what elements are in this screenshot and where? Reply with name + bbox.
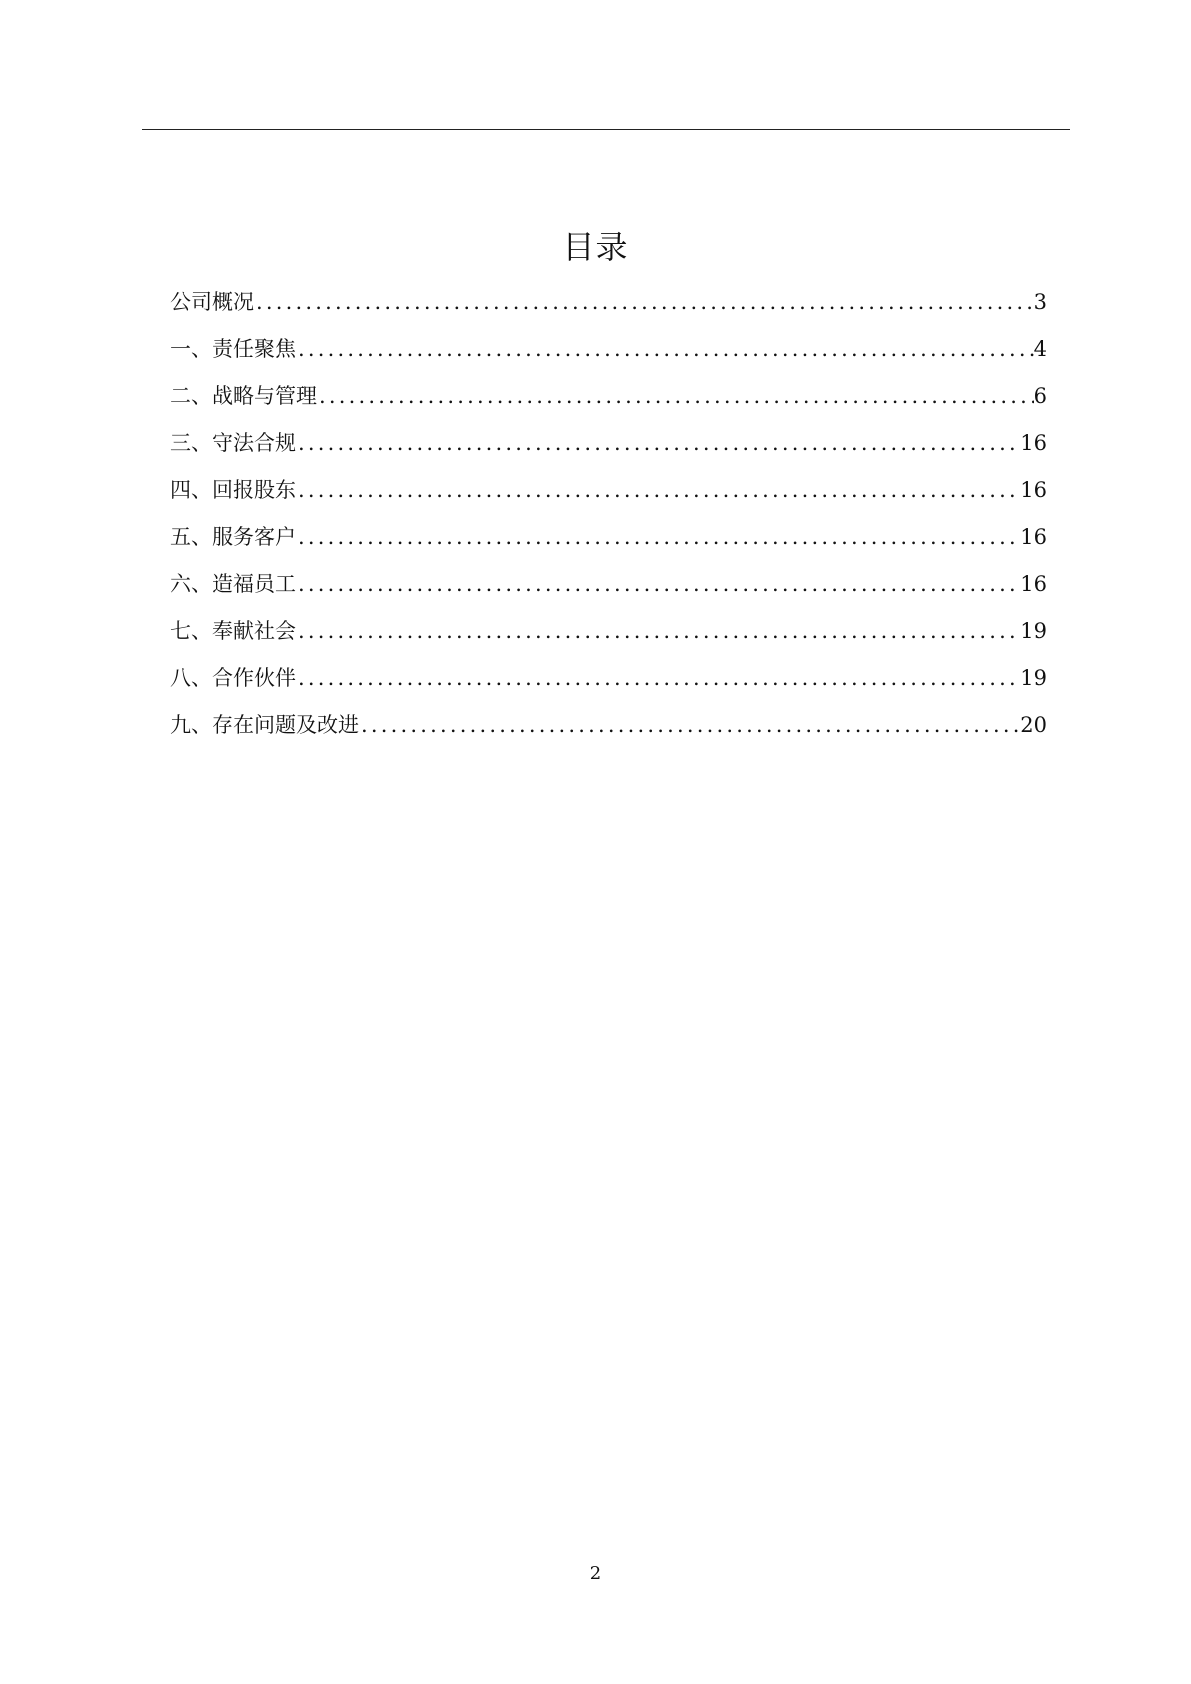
page-title: 目录 <box>562 228 629 266</box>
toc-entry-page: 4 <box>1033 337 1047 361</box>
toc-entry-page: 19 <box>1020 619 1047 643</box>
toc-entry-label: 二、战略与管理 <box>170 384 317 408</box>
toc-dot-leader <box>296 663 1020 693</box>
toc-entry-shareholders[interactable] <box>170 475 1047 522</box>
toc-entry-label: 九、存在问题及改进 <box>170 713 359 737</box>
toc-entry-label: 五、服务客户 <box>170 525 296 549</box>
toc-entry-partners[interactable] <box>170 663 1047 710</box>
toc-entry-page: 16 <box>1020 525 1047 549</box>
toc-entry-page: 20 <box>1020 713 1047 737</box>
toc-entry-compliance[interactable] <box>170 428 1047 475</box>
toc-dot-leader <box>296 475 1020 505</box>
toc-entry-page: 6 <box>1033 384 1047 408</box>
toc-dot-leader <box>296 334 1034 364</box>
toc-dot-leader <box>296 569 1020 599</box>
table-of-contents <box>170 287 1047 757</box>
toc-entry-issues-improvements[interactable] <box>170 710 1047 757</box>
page-number: 2 <box>589 1563 602 1584</box>
toc-entry-label: 一、责任聚焦 <box>170 337 296 361</box>
toc-entry-customers[interactable] <box>170 522 1047 569</box>
toc-dot-leader <box>296 428 1020 458</box>
toc-entry-society[interactable] <box>170 616 1047 663</box>
toc-entry-page: 16 <box>1020 478 1047 502</box>
header-rule <box>142 129 1070 130</box>
toc-entry-company-overview[interactable] <box>170 287 1047 334</box>
toc-entry-page: 3 <box>1033 290 1047 314</box>
toc-entry-label: 公司概况 <box>170 290 254 314</box>
toc-entry-label: 八、合作伙伴 <box>170 666 296 690</box>
toc-entry-page: 16 <box>1020 572 1047 596</box>
toc-entry-strategy-management[interactable] <box>170 381 1047 428</box>
toc-entry-employees[interactable] <box>170 569 1047 616</box>
toc-entry-label: 三、守法合规 <box>170 431 296 455</box>
toc-entry-responsibility-focus[interactable] <box>170 334 1047 381</box>
toc-entry-page: 19 <box>1020 666 1047 690</box>
toc-entry-label: 四、回报股东 <box>170 478 296 502</box>
toc-entry-page: 16 <box>1020 431 1047 455</box>
toc-entry-label: 七、奉献社会 <box>170 619 296 643</box>
toc-dot-leader <box>296 522 1020 552</box>
toc-entry-label: 六、造福员工 <box>170 572 296 596</box>
toc-dot-leader <box>296 616 1020 646</box>
toc-dot-leader <box>317 381 1034 411</box>
toc-dot-leader <box>254 287 1034 317</box>
toc-dot-leader <box>359 710 1020 740</box>
